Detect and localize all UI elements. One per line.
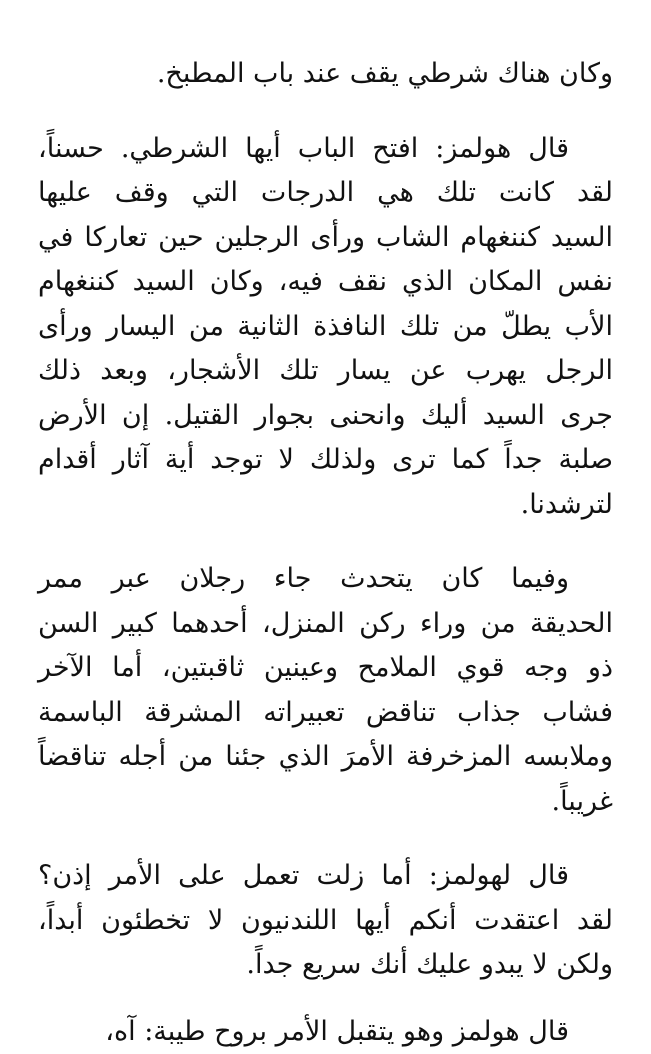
text-line: السيد كننغهام الشاب ورأى الرجلين حين تعاركا في [38, 216, 613, 261]
text-line: نفس المكان الذي نقف فيه، وكان السيد كننغهام [38, 260, 613, 305]
text-line: فشاب جذاب تناقض تعبيراته المشرقة الباسمة [38, 691, 613, 736]
text-line: وكان هناك شرطي يقف عند باب المطبخ. [38, 52, 613, 97]
text-line: الحديقة من وراء ركن المنزل، أحدهما كبير السن [38, 602, 613, 647]
paragraph-spacer [38, 527, 613, 557]
text-line: الرجل يهرب عن يسار تلك الأشجار، وبعد ذلك [38, 349, 613, 394]
paragraph-1 [38, 52, 613, 97]
text-line: جرى السيد أليك وانحنى بجوار القتيل. إن الأرض [38, 394, 613, 439]
text-line: ولكن لا يبدو عليك أنك سريع جداً. [38, 943, 613, 988]
text-line: صلبة جداً كما ترى ولذلك لا توجد أية آثار أقدام [38, 438, 613, 483]
paragraph-spacer [38, 97, 613, 127]
paragraph-3 [38, 557, 613, 824]
paragraph-5 [38, 1010, 613, 1054]
text-line: قال هولمز: افتح الباب أيها الشرطي. حسناً، [38, 127, 613, 172]
text-line: الأب يطلّ من تلك النافذة الثانية من اليسار ورأى [38, 305, 613, 350]
paragraph-spacer [38, 988, 613, 1010]
text-line: غريباً. [38, 780, 613, 825]
paragraph-4 [38, 854, 613, 988]
text-line: قال هولمز وهو يتقبل الأمر بروح طيبة: آه، [38, 1010, 613, 1054]
text-line: وفيما كان يتحدث جاء رجلان عبر ممر [38, 557, 613, 602]
paragraph-spacer [38, 824, 613, 854]
text-line: ذو وجه قوي الملامح وعينين ثاقبتين، أما الآخر [38, 646, 613, 691]
paragraph-2 [38, 127, 613, 528]
text-line: لترشدنا. [38, 483, 613, 528]
text-line: وملابسه المزخرفة الأمرَ الذي جئنا من أجله تناقضاً [38, 735, 613, 780]
text-line: قال لهولمز: أما زلت تعمل على الأمر إذن؟ [38, 854, 613, 899]
text-line: لقد كانت تلك هي الدرجات التي وقف عليها [38, 171, 613, 216]
text-line: لقد اعتقدت أنكم أيها اللندنيون لا تخطئون أبداً، [38, 899, 613, 944]
